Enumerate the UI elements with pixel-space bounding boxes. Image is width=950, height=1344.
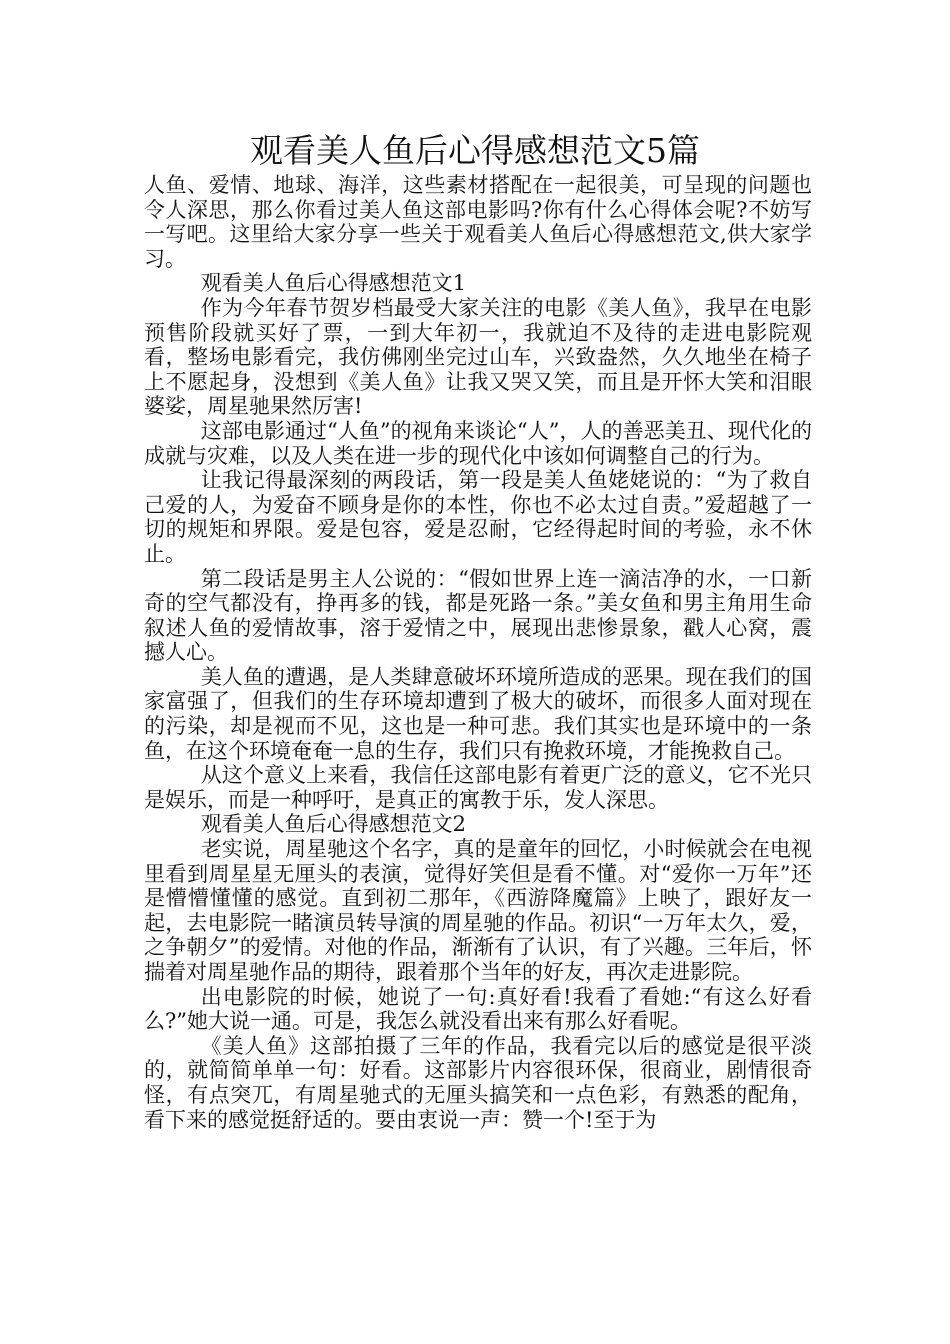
intro-paragraph: 人鱼、爱情、地球、海洋，这些素材搭配在一起很美，可呈现的问题也令人深思，那么你看过美人鱼这部电影吗?你有什么心得体会呢?不妨写一写吧。这里给大家分享一些关于观看美人鱼后心得感想范文,供大家学习。 — [144, 173, 812, 271]
document-title: 观看美人鱼后心得感想范文5篇 — [250, 131, 700, 170]
document-body — [144, 173, 812, 1132]
body-paragraph: 第二段话是男主人公说的：“假如世界上连一滴洁净的水，一口新奇的空气都没有，挣再多的钱，都是死路一条。”美女鱼和男主角用生命叙述人鱼的爱情故事，溶于爱情之中，展现出悲惨景象，戳人心窝，震撼人心。 — [144, 566, 812, 665]
body-paragraph: 美人鱼的遭遇，是人类肆意破坏环境所造成的恶果。现在我们的国家富强了，但我们的生存环境却遭到了极大的破坏，而很多人面对现在的污染，却是视而不见，这也是一种可悲。我们其实也是环境中的一条鱼，在这个环境奄奄一息的生存，我们只有挽救环境，才能挽救自己。 — [144, 664, 812, 763]
body-paragraph: 从这个意义上来看，我信任这部电影有着更广泛的意义，它不光只是娱乐，而是一种呼吁，是真正的寓教于乐，发人深思。 — [144, 763, 812, 812]
body-paragraph: 让我记得最深刻的两段话，第一段是美人鱼姥姥说的：“为了救自己爱的人，为爱奋不顾身是你的本性，你也不必太过自责。”爱超越了一切的规矩和界限。爱是包容，爱是忍耐，它经得起时间的考验，永不休止。 — [144, 468, 812, 566]
section-heading-1: 观看美人鱼后心得感想范文1 — [200, 271, 467, 296]
body-paragraph: 《美人鱼》这部拍摄了三年的作品，我看完以后的感觉是很平淡的，就简简单单一句：好看。这部影片内容很环保，很商业，剧情很奇怪，有点突兀，有周星驰式的无厘头搞笑和一点色彩，有熟悉的配角，看下来的感觉挺舒适的。要由衷说一声：赞一个!至于为 — [144, 1033, 812, 1132]
body-paragraph: 老实说，周星驰这个名字，真的是童年的回忆，小时候就会在电视里看到周星星无厘头的表演，觉得好笑但是看不懂。对“爱你一万年”还是懵懵懂懂的感觉。直到初二那年，《西游降魔篇》上映了，跟好友一起，去电影院一睹演员转导演的周星驰的作品。初识“一万年太久，爱，之争朝夕”的爱情。对他的作品，渐渐有了认识，有了兴趣。三年后，怀揣着对周星驰作品的期待，跟着那个当年的好友，再次走进影院。 — [144, 837, 812, 984]
body-paragraph: 这部电影通过“人鱼”的视角来谈论“人”，人的善恶美丑、现代化的成就与灾难，以及人类在进一步的现代化中该如何调整自己的行为。 — [144, 418, 812, 468]
body-paragraph: 出电影院的时候，她说了一句:真好看!我看了看她:“有这么好看么?”她大说一通。可是，我怎么就没看出来有那么好看呢。 — [144, 984, 812, 1034]
section-heading-2: 观看美人鱼后心得感想范文2 — [200, 812, 467, 837]
body-paragraph: 作为今年春节贺岁档最受大家关注的电影《美人鱼》，我早在电影预售阶段就买好了票，一到大年初一，我就迫不及待的走进电影院观看，整场电影看完，我仿佛刚坐完过山车，兴致盎然，久久地坐在椅子上不愿起身，没想到《美人鱼》让我又哭又笑，而且是开怀大笑和泪眼婆娑，周星驰果然厉害! — [144, 295, 812, 419]
